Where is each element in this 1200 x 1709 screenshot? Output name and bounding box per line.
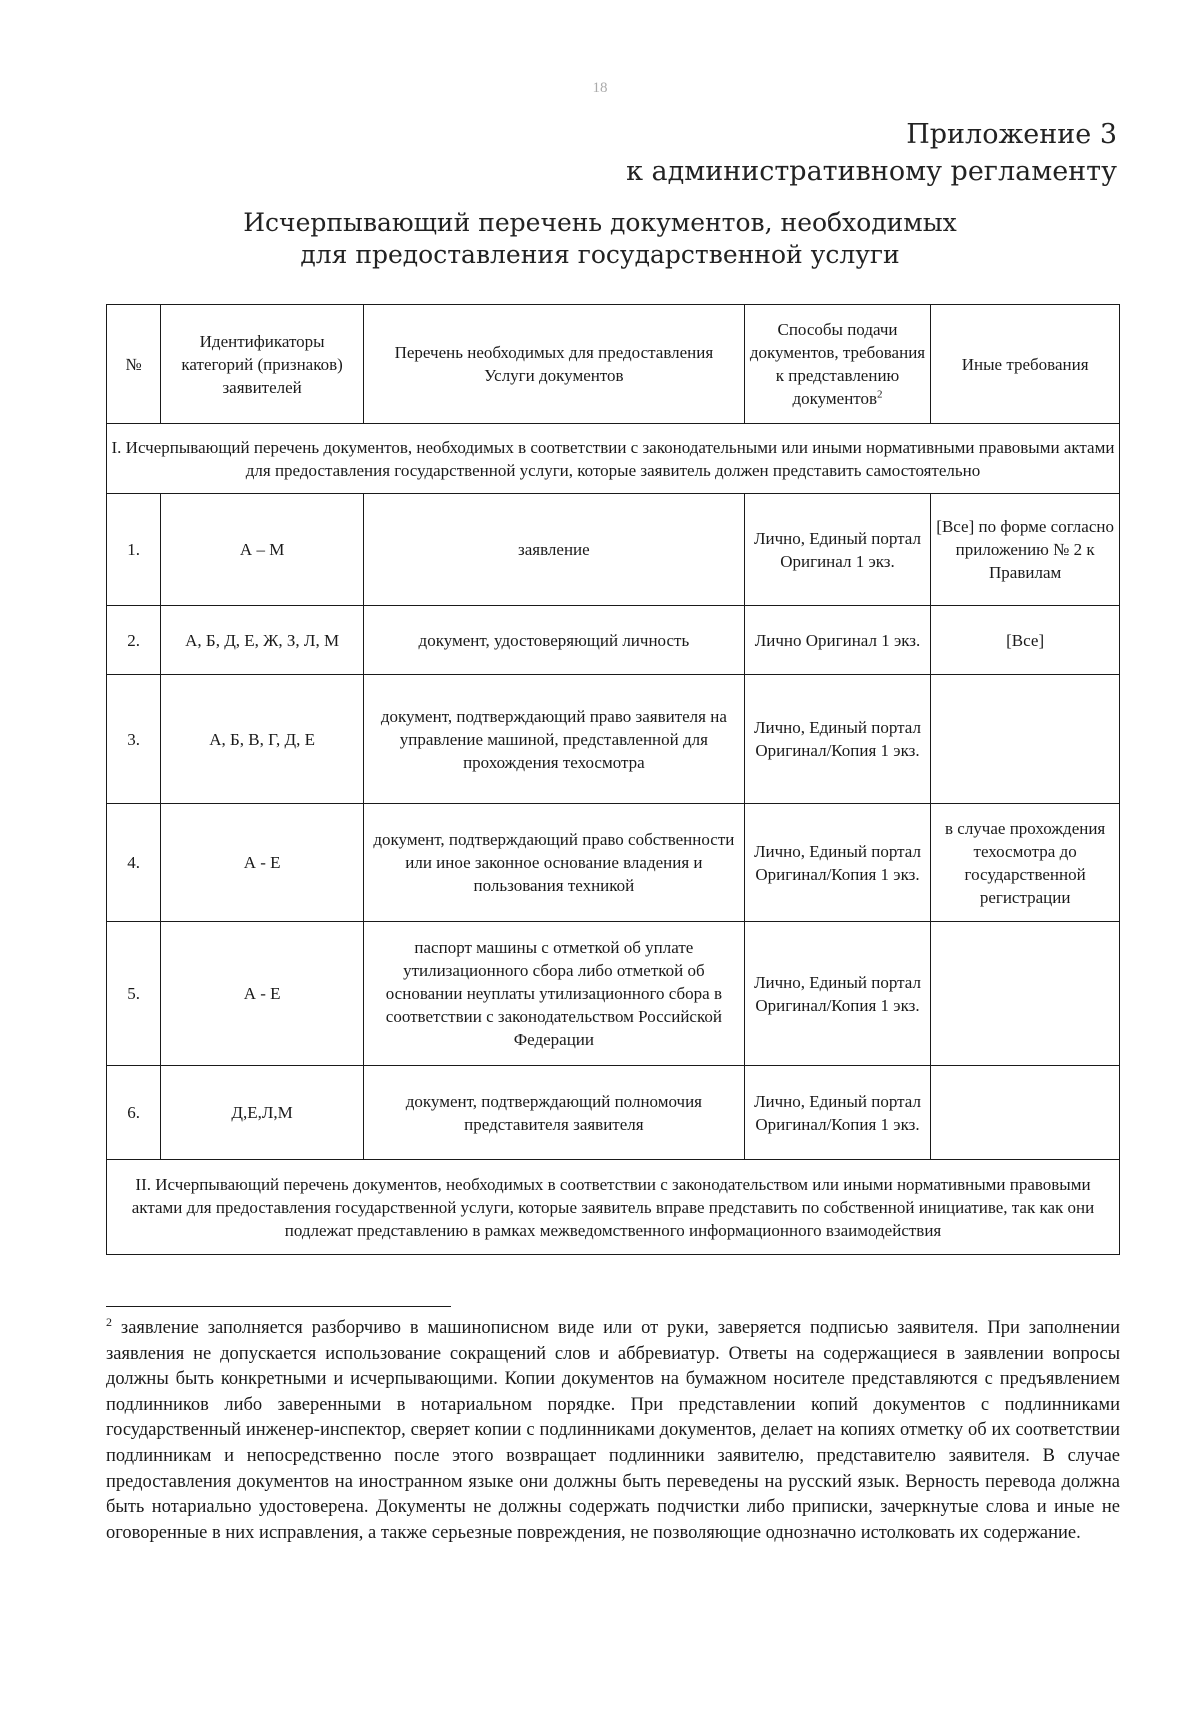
row-other: [Все] по форме согласно приложению № 2 к Правилам [931, 494, 1120, 606]
table-row [107, 804, 1120, 922]
row-document: документ, подтверждающий право заявителя на управление машиной, представленной для прохождения техосмотра [364, 675, 745, 804]
table-header-row [107, 305, 1120, 424]
section-row [107, 1160, 1120, 1255]
table-row [107, 922, 1120, 1066]
row-categories: А, Б, В, Г, Д, Е [161, 675, 364, 804]
footnote [106, 1316, 1120, 1546]
title-line-1: Исчерпывающий перечень документов, необходимых [243, 208, 957, 237]
table-row [107, 1066, 1120, 1160]
documents-table [106, 304, 1120, 1255]
row-other [931, 1066, 1120, 1160]
footnote-ref: 2 [877, 388, 883, 401]
header-documents: Перечень необходимых для предоставления Услуги документов [364, 305, 745, 424]
row-num: 3. [107, 675, 161, 804]
row-methods: Лично Оригинал 1 экз. [744, 606, 931, 675]
header-methods [744, 305, 931, 424]
row-document: паспорт машины с отметкой об уплате утилизационного сбора либо отметкой об основании неуплаты утилизационного сбора в соответствии с законодательством Российской Федерации [364, 922, 745, 1066]
appendix-subtitle: к административному регламенту [626, 156, 1117, 187]
row-other [931, 922, 1120, 1066]
row-methods: Лично, Единый портал Оригинал/Копия 1 экз. [744, 922, 931, 1066]
title-line-2: для предоставления государственной услуги [300, 240, 900, 269]
row-methods: Лично, Единый портал Оригинал/Копия 1 экз. [744, 675, 931, 804]
footnote-marker: 2 [106, 1314, 112, 1329]
table-row [107, 606, 1120, 675]
row-num: 6. [107, 1066, 161, 1160]
row-categories: А - Е [161, 922, 364, 1066]
row-categories: А, Б, Д, Е, Ж, З, Л, М [161, 606, 364, 675]
row-document: документ, подтверждающий право собственности или иное законное основание владения и пользования техникой [364, 804, 745, 922]
row-other [931, 675, 1120, 804]
header-num: № [107, 305, 161, 424]
row-num: 2. [107, 606, 161, 675]
row-methods: Лично, Единый портал Оригинал/Копия 1 экз. [744, 1066, 931, 1160]
section-row [107, 424, 1120, 494]
header-other: Иные требования [931, 305, 1120, 424]
section-1-heading: I. Исчерпывающий перечень документов, необходимых в соответствии с законодательными или иными нормативными правовыми актами для предоставления государственной услуги, которые заявитель должен представить самостоятельно [107, 424, 1120, 494]
row-other: [Все] [931, 606, 1120, 675]
footnote-separator [106, 1306, 451, 1307]
table-row [107, 675, 1120, 804]
row-categories: А – М [161, 494, 364, 606]
document-title [0, 207, 1200, 271]
page-number: 18 [592, 80, 608, 96]
row-document: документ, подтверждающий полномочия представителя заявителя [364, 1066, 745, 1160]
appendix-heading [626, 116, 1117, 190]
header-methods-text: Способы подачи документов, требования к представлению документов [749, 320, 926, 408]
row-document: заявление [364, 494, 745, 606]
appendix-number: Приложение 3 [906, 119, 1117, 150]
table-row [107, 494, 1120, 606]
section-2-heading: II. Исчерпывающий перечень документов, необходимых в соответствии с законодательством или иными нормативными правовыми актами для предоставления государственной услуги, которые заявитель вправе представить по собственной инициативе, так как они подлежат представлению в рамках межведомственного информационного взаимодействия [107, 1160, 1120, 1255]
header-categories: Идентификаторы категорий (признаков) заявителей [161, 305, 364, 424]
row-categories: Д,Е,Л,М [161, 1066, 364, 1160]
row-num: 5. [107, 922, 161, 1066]
row-methods: Лично, Единый портал Оригинал 1 экз. [744, 494, 931, 606]
row-categories: А - Е [161, 804, 364, 922]
row-document: документ, удостоверяющий личность [364, 606, 745, 675]
footnote-text: заявление заполняется разборчиво в машинописном виде или от руки, заверяется подписью заявителя. При заполнении заявления не допускается использование сокращений слов и аббревиатур. Ответы на содержащиеся в заявлении вопросы должны быть конкретными и исчерпывающими. Копии документов на бумажном носителе представляются с предъявлением подлинников либо заверенными в нотариальном порядке. При представлении копий документов с подлинниками государственный инженер-инспектор, сверяет копии с подлинниками документов, делает на копиях отметку об их соответствии подлинникам и непосредственно после этого возвращает подлинники заявителю, представителю заявителя. В случае предоставления документов на иностранном языке они должны быть переведены на русский язык. Верность перевода должна быть нотариально удостоверена. Документы не должны содержать подчистки либо приписки, зачеркнутые слова и иные не оговоренные в них исправления, а также серьезные повреждения, не позволяющие однозначно истолковать их содержание. [106, 1318, 1120, 1543]
row-other: в случае прохождения техосмотра до государственной регистрации [931, 804, 1120, 922]
row-num: 1. [107, 494, 161, 606]
row-methods: Лично, Единый портал Оригинал/Копия 1 экз. [744, 804, 931, 922]
row-num: 4. [107, 804, 161, 922]
